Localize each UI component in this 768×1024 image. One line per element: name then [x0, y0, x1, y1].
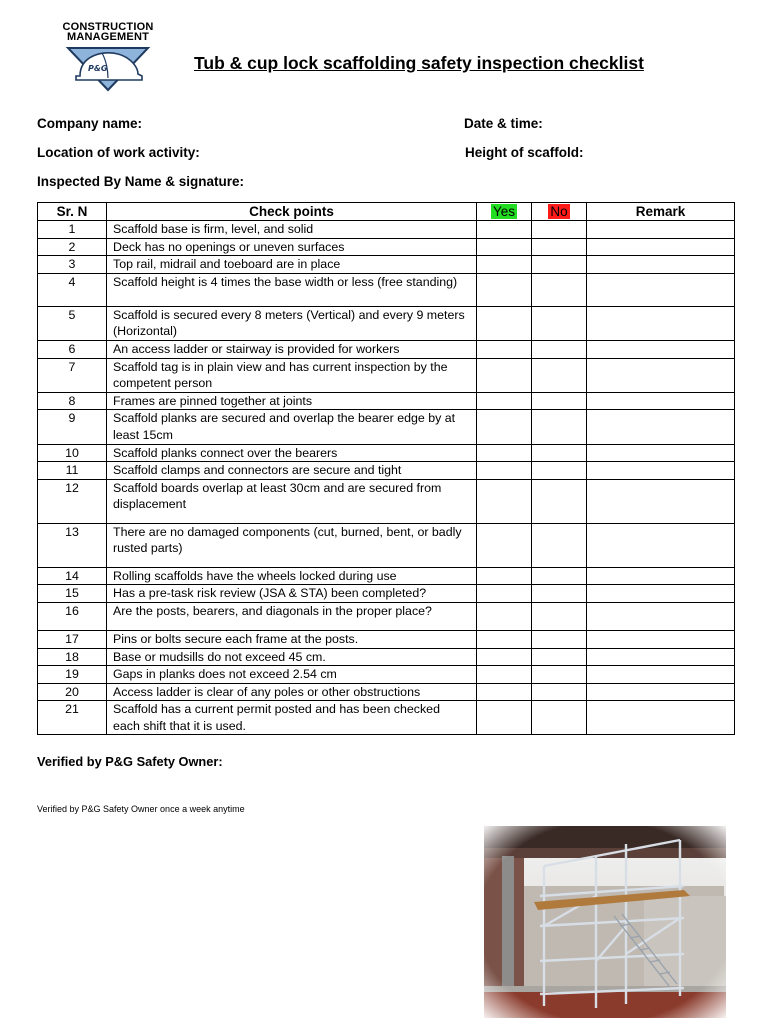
yes-cell[interactable]: [477, 683, 532, 701]
check-point-text: Scaffold base is firm, level, and solid: [107, 221, 477, 239]
check-point-text: Rolling scaffolds have the wheels locked during use: [107, 567, 477, 585]
verified-by-label: Verified by P&G Safety Owner:: [37, 754, 223, 769]
table-row: [38, 358, 735, 392]
table-row: [38, 306, 735, 340]
no-cell[interactable]: [532, 273, 587, 306]
yes-cell[interactable]: [477, 523, 532, 567]
yes-cell[interactable]: [477, 340, 532, 358]
check-point-text: Are the posts, bearers, and diagonals in the proper place?: [107, 602, 477, 630]
check-point-text: Gaps in planks does not exceed 2.54 cm: [107, 666, 477, 684]
row-number: 4: [38, 273, 107, 306]
remark-cell[interactable]: [587, 306, 735, 340]
logo-line2: MANAGEMENT: [66, 31, 150, 43]
table-row: [38, 701, 735, 735]
row-number: 16: [38, 602, 107, 630]
row-number: 1: [38, 221, 107, 239]
check-point-text: Pins or bolts secure each frame at the posts.: [107, 630, 477, 648]
inspection-table: [37, 202, 735, 735]
yes-label: Yes: [492, 204, 516, 219]
row-number: 12: [38, 479, 107, 523]
remark-cell[interactable]: [587, 630, 735, 648]
table-row: [38, 602, 735, 630]
yes-cell[interactable]: [477, 630, 532, 648]
table-row: [38, 648, 735, 666]
check-point-text: Deck has no openings or uneven surfaces: [107, 238, 477, 256]
check-point-text: Top rail, midrail and toeboard are in place: [107, 256, 477, 274]
no-cell[interactable]: [532, 666, 587, 684]
remark-cell[interactable]: [587, 444, 735, 462]
row-number: 7: [38, 358, 107, 392]
no-cell[interactable]: [532, 410, 587, 444]
yes-cell[interactable]: [477, 410, 532, 444]
table-row: [38, 630, 735, 648]
scaffolding-photo: [484, 826, 726, 1018]
no-cell[interactable]: [532, 392, 587, 410]
yes-cell[interactable]: [477, 701, 532, 735]
yes-cell[interactable]: [477, 648, 532, 666]
check-point-text: Scaffold boards overlap at least 30cm and are secured from displacement: [107, 479, 477, 523]
table-row: [38, 683, 735, 701]
no-cell[interactable]: [532, 340, 587, 358]
remark-cell[interactable]: [587, 666, 735, 684]
no-cell[interactable]: [532, 523, 587, 567]
scaffolding-photo-icon: [484, 826, 726, 1018]
row-number: 6: [38, 340, 107, 358]
row-number: 5: [38, 306, 107, 340]
row-number: 13: [38, 523, 107, 567]
no-cell[interactable]: [532, 683, 587, 701]
no-cell[interactable]: [532, 444, 587, 462]
no-cell[interactable]: [532, 479, 587, 523]
remark-cell[interactable]: [587, 648, 735, 666]
remark-cell[interactable]: [587, 479, 735, 523]
header-yes: [477, 203, 532, 221]
logo-badge: P&G: [88, 64, 108, 73]
check-point-text: Frames are pinned together at joints: [107, 392, 477, 410]
yes-cell[interactable]: [477, 392, 532, 410]
header-remark: Remark: [587, 203, 735, 221]
check-point-text: Base or mudsills do not exceed 45 cm.: [107, 648, 477, 666]
table-row: [38, 410, 735, 444]
date-time-label: Date & time:: [464, 116, 543, 131]
yes-cell[interactable]: [477, 221, 532, 239]
remark-cell[interactable]: [587, 358, 735, 392]
row-number: 9: [38, 410, 107, 444]
inspected-by-label: Inspected By Name & signature:: [37, 174, 245, 189]
yes-cell[interactable]: [477, 256, 532, 274]
row-number: 20: [38, 683, 107, 701]
check-point-text: Has a pre-task risk review (JSA & STA) been completed?: [107, 585, 477, 603]
yes-cell[interactable]: [477, 444, 532, 462]
check-point-text: Scaffold clamps and connectors are secure and tight: [107, 462, 477, 480]
row-number: 17: [38, 630, 107, 648]
remark-cell[interactable]: [587, 523, 735, 567]
yes-cell[interactable]: [477, 238, 532, 256]
table-row: [38, 221, 735, 239]
check-point-text: Scaffold is secured every 8 meters (Vertical) and every 9 meters (Horizontal): [107, 306, 477, 340]
no-label: No: [550, 204, 568, 219]
yes-cell[interactable]: [477, 306, 532, 340]
no-cell[interactable]: [532, 567, 587, 585]
row-number: 11: [38, 462, 107, 480]
table-row: [38, 238, 735, 256]
header-sr: Sr. N: [38, 203, 107, 221]
row-number: 8: [38, 392, 107, 410]
no-cell[interactable]: [532, 238, 587, 256]
yes-cell[interactable]: [477, 666, 532, 684]
remark-cell[interactable]: [587, 701, 735, 735]
check-point-text: Scaffold planks connect over the bearers: [107, 444, 477, 462]
row-number: 21: [38, 701, 107, 735]
location-label: Location of work activity:: [37, 145, 200, 160]
row-number: 19: [38, 666, 107, 684]
remark-cell[interactable]: [587, 462, 735, 480]
company-logo: [62, 22, 154, 92]
height-label: Height of scaffold:: [465, 145, 584, 160]
remark-cell[interactable]: [587, 602, 735, 630]
yes-cell[interactable]: [477, 479, 532, 523]
remark-cell[interactable]: [587, 273, 735, 306]
remark-cell[interactable]: [587, 256, 735, 274]
check-point-text: There are no damaged components (cut, burned, bent, or badly rusted parts): [107, 523, 477, 567]
remark-cell[interactable]: [587, 392, 735, 410]
header-check-points: Check points: [107, 203, 477, 221]
remark-cell[interactable]: [587, 683, 735, 701]
verification-note: Verified by P&G Safety Owner once a week anytime: [37, 804, 245, 814]
table-row: [38, 567, 735, 585]
no-cell[interactable]: [532, 602, 587, 630]
remark-cell[interactable]: [587, 410, 735, 444]
table-row: [38, 256, 735, 274]
row-number: 3: [38, 256, 107, 274]
no-cell[interactable]: [532, 630, 587, 648]
yes-cell[interactable]: [477, 585, 532, 603]
no-cell[interactable]: [532, 585, 587, 603]
page-title: Tub & cup lock scaffolding safety inspection checklist: [194, 53, 644, 73]
table-row: [38, 585, 735, 603]
table-row: [38, 479, 735, 523]
no-cell[interactable]: [532, 701, 587, 735]
remark-cell[interactable]: [587, 585, 735, 603]
no-cell[interactable]: [532, 648, 587, 666]
yes-cell[interactable]: [477, 602, 532, 630]
row-number: 2: [38, 238, 107, 256]
remark-cell[interactable]: [587, 340, 735, 358]
check-point-text: Scaffold planks are secured and overlap the bearer edge by at least 15cm: [107, 410, 477, 444]
table-row: [38, 462, 735, 480]
check-point-text: An access ladder or stairway is provided for workers: [107, 340, 477, 358]
check-point-text: Scaffold height is 4 times the base width or less (free standing): [107, 273, 477, 306]
row-number: 10: [38, 444, 107, 462]
row-number: 14: [38, 567, 107, 585]
remark-cell[interactable]: [587, 221, 735, 239]
yes-cell[interactable]: [477, 273, 532, 306]
check-point-text: Scaffold tag is in plain view and has current inspection by the competent person: [107, 358, 477, 392]
table-row: [38, 444, 735, 462]
table-row: [38, 666, 735, 684]
no-cell[interactable]: [532, 358, 587, 392]
no-cell[interactable]: [532, 221, 587, 239]
header-no: [532, 203, 587, 221]
table-row: [38, 273, 735, 306]
yes-cell[interactable]: [477, 462, 532, 480]
logo-line1: CONSTRUCTION: [62, 21, 154, 33]
row-number: 15: [38, 585, 107, 603]
no-cell[interactable]: [532, 462, 587, 480]
remark-cell[interactable]: [587, 238, 735, 256]
hard-hat-triangle-logo-icon: [62, 44, 154, 94]
remark-cell[interactable]: [587, 567, 735, 585]
table-row: [38, 392, 735, 410]
no-cell[interactable]: [532, 306, 587, 340]
check-point-text: Access ladder is clear of any poles or other obstructions: [107, 683, 477, 701]
table-row: [38, 340, 735, 358]
row-number: 18: [38, 648, 107, 666]
table-header-row: [38, 203, 735, 221]
yes-cell[interactable]: [477, 358, 532, 392]
company-name-label: Company name:: [37, 116, 143, 131]
yes-cell[interactable]: [477, 567, 532, 585]
no-cell[interactable]: [532, 256, 587, 274]
check-point-text: Scaffold has a current permit posted and has been checked each shift that it is used.: [107, 701, 477, 735]
table-row: [38, 523, 735, 567]
